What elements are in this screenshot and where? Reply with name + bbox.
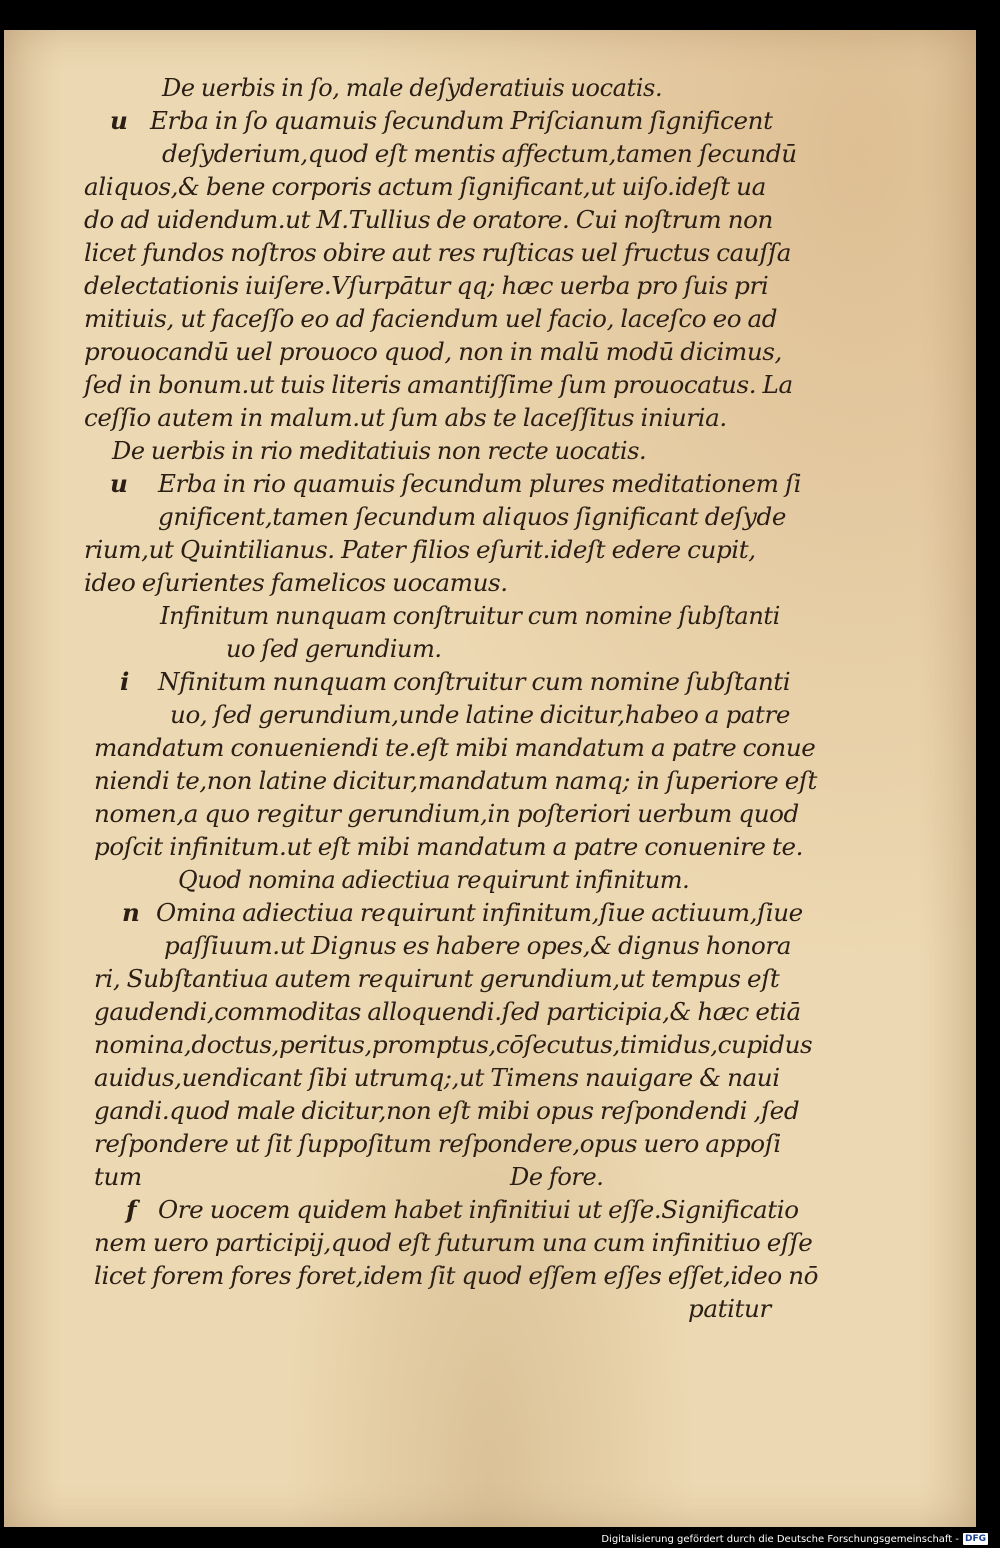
section-heading: uo ſed gerundium.	[226, 635, 442, 663]
book-page	[4, 30, 976, 1527]
text-line: Nfinitum nunquam conſtruitur cum nomine ſubſtanti	[158, 667, 791, 696]
text-line: Ore uocem quidem habet infinitiui ut eſſe.Significatio	[158, 1195, 799, 1224]
text-line: aliquos,& bene corporis actum ſignificant,ut uiſo.ideſt ua	[84, 172, 766, 201]
text-line: niendi te,non latine dicitur,mandatum namq; in ſuperiore eſt	[94, 766, 818, 795]
section-heading: De fore.	[510, 1163, 604, 1191]
section-initial: f	[126, 1195, 137, 1224]
text-line: licet fundos noſtros obire aut res ruſticas uel fructus cauſſa	[84, 238, 792, 267]
section-heading: De uerbis in ſo, male deſyderatiuis uocatis.	[162, 74, 663, 102]
text-line: nem uero participij,quod eſt futurum una cum infinitiuo eſſe	[94, 1228, 813, 1257]
text-line: Erba in rio quamuis ſecundum plures meditationem ſi	[158, 469, 802, 498]
section-heading: Infinitum nunquam conſtruitur cum nomine ſubſtanti	[160, 602, 780, 630]
text-line: mitiuis, ut faceſſo eo ad faciendum uel facio, laceſco eo ad	[84, 304, 778, 333]
section-heading: Quod nomina adiectiua requirunt infinitum.	[178, 866, 690, 894]
text-line: ideo eſurientes famelicos uocamus.	[84, 568, 508, 597]
section-initial: u	[110, 106, 128, 135]
text-line: licet forem fores foret,idem ſit quod eſſem eſſes eſſet,ideo nō	[94, 1261, 819, 1290]
text-line: rium,ut Quintilianus. Pater filios eſurit.ideſt edere cupit,	[84, 535, 756, 564]
text-line: Omina adiectiua requirunt infinitum,ſiue actiuum,ſiue	[156, 898, 803, 927]
section-initial: n	[122, 898, 140, 927]
text-line: do ad uidendum.ut M.Tullius de oratore. Cui noſtrum non	[84, 205, 773, 234]
text-line: ceſſio autem in malum.ut ſum abs te laceſſitus iniuria.	[84, 403, 727, 432]
section-initial: u	[110, 469, 128, 498]
text-line: gaudendi,commoditas alloquendi.ſed participia,& hæc etiā	[94, 997, 801, 1026]
text-line: auidus,uendicant ſibi utrumq;,ut Timens nauigare & naui	[94, 1063, 780, 1092]
text-line: mandatum conueniendi te.eſt mibi mandatum a patre conue	[94, 733, 816, 762]
catchword: patitur	[688, 1294, 771, 1323]
text-line: prouocandū uel prouoco quod, non in malū modū dicimus,	[84, 337, 782, 366]
text-line: nomina,doctus,peritus,promptus,cōſecutus,timidus,cupidus	[94, 1030, 813, 1059]
text-line: Erba in ſo quamuis ſecundum Priſcianum ſignificent	[150, 106, 773, 135]
text-line: ri, Subſtantiua autem requirunt gerundium,ut tempus eſt	[94, 964, 780, 993]
dfg-logo-icon: DFG	[964, 1534, 986, 1544]
credit-text: Digitalisierung gefördert durch die Deutsche Forschungsgemeinschaft -	[601, 1533, 959, 1545]
text-line: uo, ſed gerundium,unde latine dicitur,habeo a patre	[170, 700, 791, 729]
text-line: gandi.quod male dicitur,non eſt mibi opus reſpondendi ,ſed	[94, 1096, 800, 1125]
section-initial: i	[120, 667, 129, 696]
text-line: nomen,a quo regitur gerundium,in poſteriori uerbum quod	[94, 799, 799, 828]
digitization-credit	[601, 1531, 988, 1547]
text-line: tum	[94, 1162, 142, 1191]
text-line: poſcit infinitum.ut eſt mibi mandatum a patre conuenire te.	[94, 832, 804, 861]
text-line: deſyderium,quod eſt mentis affectum,tamen ſecundū	[162, 139, 797, 168]
text-line: paſſiuum.ut Dignus es habere opes,& dignus honora	[164, 931, 792, 960]
text-line: gnificent,tamen ſecundum aliquos ſignificant deſyde	[158, 502, 786, 531]
text-line: delectationis iuiſere.Vſurpātur qq; hæc uerba pro ſuis pri	[84, 271, 769, 300]
section-heading: De uerbis in rio meditatiuis non recte uocatis.	[112, 437, 647, 465]
text-line: ſed in bonum.ut tuis literis amantiſſime ſum prouocatus. La	[84, 370, 793, 399]
text-line: reſpondere ut ſit ſuppoſitum reſpondere,opus uero appoſi	[94, 1129, 781, 1158]
